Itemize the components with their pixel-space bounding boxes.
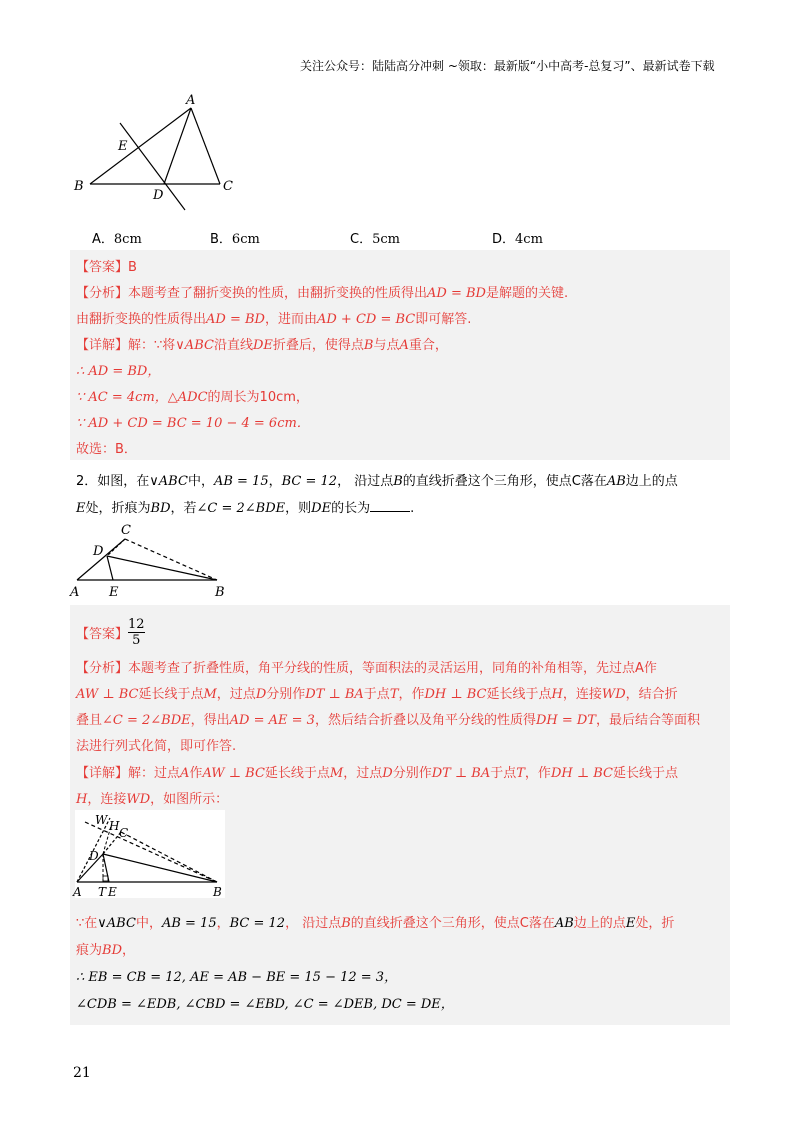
fig2-label-C: C: [121, 523, 131, 538]
q1-analysis-line2: 由翻折变换的性质得出AD = BD，进而由AD + CD = BC即可解答.: [76, 312, 472, 327]
fig3-label-D: D: [89, 849, 99, 863]
q2-answer: 【答案】 $\frac{12}{5}$: [76, 617, 145, 648]
figure-2-triangle: [65, 518, 245, 600]
q2-detail-line6: ∠CDB = ∠EDB, ∠CBD = ∠EBD, ∠C = ∠DEB, DC = DE，: [76, 997, 454, 1012]
q2-analysis-line1: 【分析】本题考查了折叠性质，角平分线的性质，等面积法的灵活运用，同角的补角相等，先过点A作: [76, 661, 657, 676]
q1-detail-line3: ∵ AC = 4cm，△ADC的周长为10cm，: [76, 390, 309, 405]
fig3-label-H: H: [109, 819, 120, 833]
q2-stem-line1: 2．如图，在∨ABC中，AB = 15，BC = 12， 沿过点B的直线折叠这个三角形，使点C落在AB边上的点: [76, 474, 678, 489]
label-C: C: [223, 179, 233, 194]
fig2-label-B: B: [215, 585, 225, 600]
q2-analysis-line2: AW ⊥ BC延长线于点M，过点D分别作DT ⊥ BA于点T，作DH ⊥ BC延长线于点H，连接WD，结合折: [76, 687, 678, 702]
q2-detail-line5: ∴ EB = CB = 12, AE = AB − BE = 15 − 12 = 3，: [76, 970, 398, 985]
q2-detail-line3: ∵在∨ABC中，AB = 15，BC = 12， 沿过点B的直线折叠这个三角形，使点C落在AB边上的点E处，折: [76, 916, 675, 931]
answer-fraction: $\frac{12}{5}$: [128, 617, 145, 648]
fig3-label-A: A: [73, 885, 82, 899]
fig2-label-A: A: [70, 585, 80, 600]
q2-analysis-line3: 叠且∠C = 2∠BDE，得出AD = AE = 3，然后结合折叠以及角平分线的性质得DH = DT，最后结合等面积: [76, 713, 700, 728]
q1-answer: 【答案】B: [76, 260, 137, 275]
label-B: B: [74, 179, 84, 194]
q2-stem-line2: E处，折痕为BD，若∠C = 2∠BDE，则DE的长为 .: [76, 501, 415, 516]
q2-detail-line4: 痕为BD，: [76, 943, 136, 958]
q2-detail-line1: 【详解】解：过点A作AW ⊥ BC延长线于点M，过点D分别作DT ⊥ BA于点T，作DH ⊥ BC延长线于点: [76, 766, 678, 781]
label-D: D: [153, 188, 164, 203]
option-d: D．4cm: [492, 232, 543, 247]
label-A: A: [186, 93, 196, 108]
option-b: B．6cm: [210, 232, 260, 247]
fig3-label-T: T: [98, 885, 107, 899]
q1-detail-line2: ∴ AD = BD，: [76, 364, 161, 379]
figure-1-triangle: [60, 90, 260, 215]
page-number: 21: [73, 1065, 91, 1081]
q1-detail-line4: ∵ AD + CD = BC = 10 − 4 = 6cm．: [76, 416, 310, 431]
label-E: E: [118, 139, 128, 154]
q1-analysis-line1: 【分析】本题考查了翻折变换的性质，由翻折变换的性质得出AD = BD是解题的关键.: [76, 286, 569, 301]
option-c: C．5cm: [350, 232, 400, 247]
q1-choose: 故选：B．: [76, 442, 137, 457]
option-a: A．8cm: [92, 232, 142, 247]
fig2-label-D: D: [93, 544, 104, 559]
fig2-label-E: E: [109, 585, 119, 600]
answer-blank: [370, 499, 410, 512]
fig3-label-W: W: [95, 813, 108, 827]
q2-detail-line2: H，连接WD，如图所示：: [76, 792, 229, 807]
fig3-label-B: B: [213, 885, 222, 899]
fig3-label-E: E: [108, 885, 117, 899]
q2-analysis-line4: 法进行列式化简，即可作答.: [76, 739, 237, 754]
fig3-label-C: C: [119, 826, 129, 840]
figure-3-construction: [65, 810, 235, 902]
q1-detail-line1: 【详解】解：∵将∨ABC沿直线DE折叠后，使得点B与点A重合，: [76, 338, 448, 353]
page-header: 关注公众号：陆陆高分冲刺 ~领取：最新版“小中高考-总复习”、最新试卷下载: [300, 59, 715, 73]
